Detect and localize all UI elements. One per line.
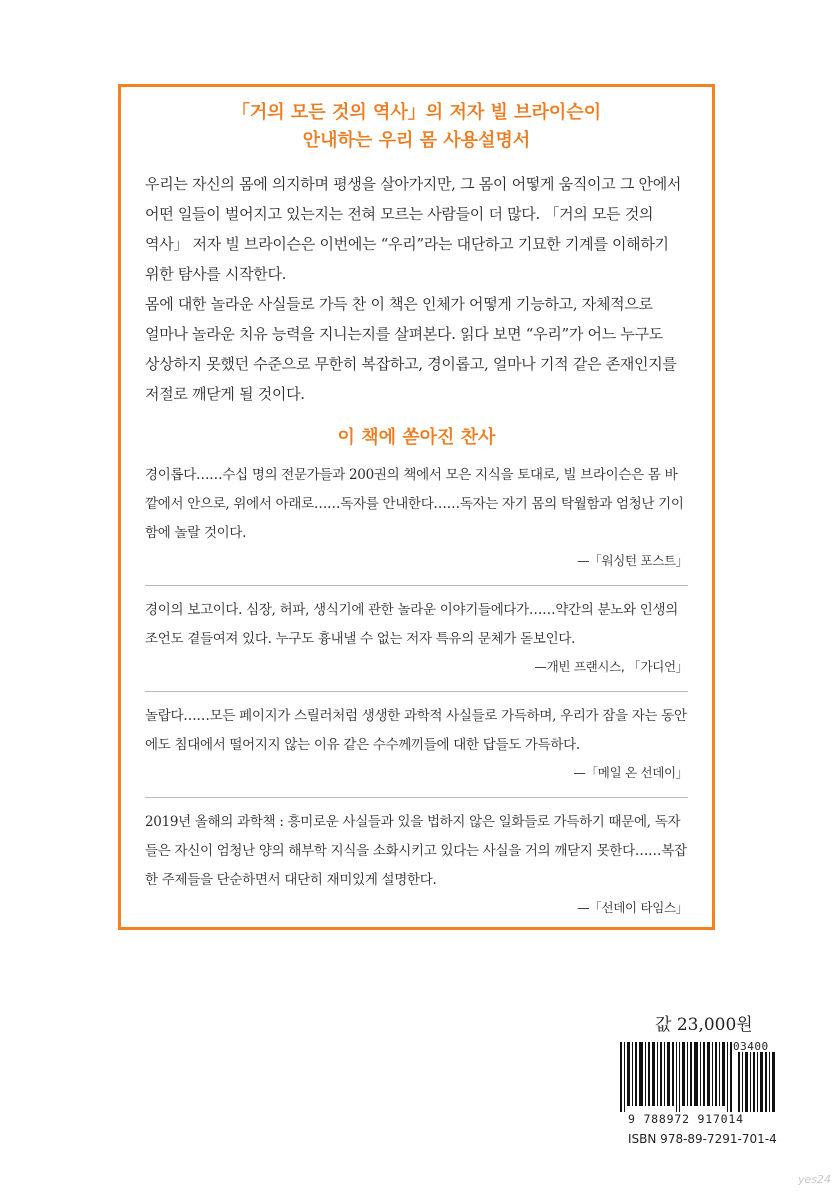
price-label: 값 23,000원 [655,1015,753,1035]
review-source: —개빈 프랜시스, 「가디언」 [534,659,688,674]
review-quote: 2019년 올해의 과학책 : 흥미로운 사실들과 있을 법하지 않은 일화들로 가득하기 때문에, 독자들은 자신이 엄청난 양의 해부학 지식을 소화시키고 있다는 사실을 거의 깨닫지 못한다……복잡한 주제들을 단순하면서 대단히 재미있게 설명한다. [145,814,687,888]
review-source: —「워싱턴 포스트」 [577,553,688,568]
review-divider [145,585,688,586]
headline-line-2: 안내하는 우리 몸 사용설명서 [302,130,531,151]
review-item [145,808,688,922]
barcode-digits: 9 788972 917014 [628,1112,744,1126]
review-source: —「선데이 타임스」 [577,900,688,915]
watermark: yes24 [798,1173,832,1186]
headline-line-1: 「거의 모든 것의 역사」의 저자 빌 브라이슨이 [231,102,602,123]
intro-paragraph: 몸에 대한 놀라운 사실들로 가득 찬 이 책은 인체가 어떻게 기능하고, 자체적으로 얼마나 놀라운 치유 능력을 지니는지를 살펴본다. 읽다 보면 “우리”가 어느 누구도 상상하지 못했던 수준으로 무한히 복잡하고, 경이롭고, 얼마나 기적 같은 존재인지를 저절로 깨닫게 될 것이다. [145,295,677,403]
intro-paragraph: 우리는 자신의 몸에 의지하며 평생을 살아가지만, 그 몸이 어떻게 움직이고 그 안에서 어떤 일들이 벌어지고 있는지는 전혀 모르는 사람들이 더 많다. 「거의 모든 것의 역사」 저자 빌 브라이슨은 이번에는 “우리”라는 대단하고 기묘한 기계를 이해하기 위한 탐사를 시작한다. [145,175,682,283]
review-item [145,702,688,787]
review-item [145,596,688,681]
review-quote: 놀랍다……모든 페이지가 스릴러처럼 생생한 과학적 사실들로 가득하며, 우리가 잠을 자는 동안에도 침대에서 떨어지지 않는 이유 같은 수수께끼들에 대한 답들도 가득하다. [145,708,687,753]
praise-title: 이 책에 쏟아진 찬사 [337,427,496,448]
barcode-addon-digits: 03400 [733,1040,769,1053]
review-quote: 경이의 보고이다. 심장, 허파, 생식기에 관한 놀라운 이야기들에다가……약간의 분노와 인생의 조언도 곁들여져 있다. 누구도 흉내낼 수 없는 저자 특유의 문체가 돋보인다. [145,602,678,647]
intro-text [145,169,688,409]
review-divider [145,797,688,798]
review-divider [145,691,688,692]
cover-text-frame [118,84,715,930]
isbn-label: ISBN 978-89-7291-701-4 [628,1132,777,1146]
review-quote: 경이롭다……수십 명의 전문가들과 200권의 책에서 모은 지식을 토대로, 빌 브라이슨은 몸 바깥에서 안으로, 위에서 아래로……독자를 안내한다……독자는 자기 몸의 탁월함과 엄청난 기이함에 놀랄 것이다. [145,467,684,541]
review-source: —「메일 온 선데이」 [573,765,688,780]
review-item [145,461,688,575]
